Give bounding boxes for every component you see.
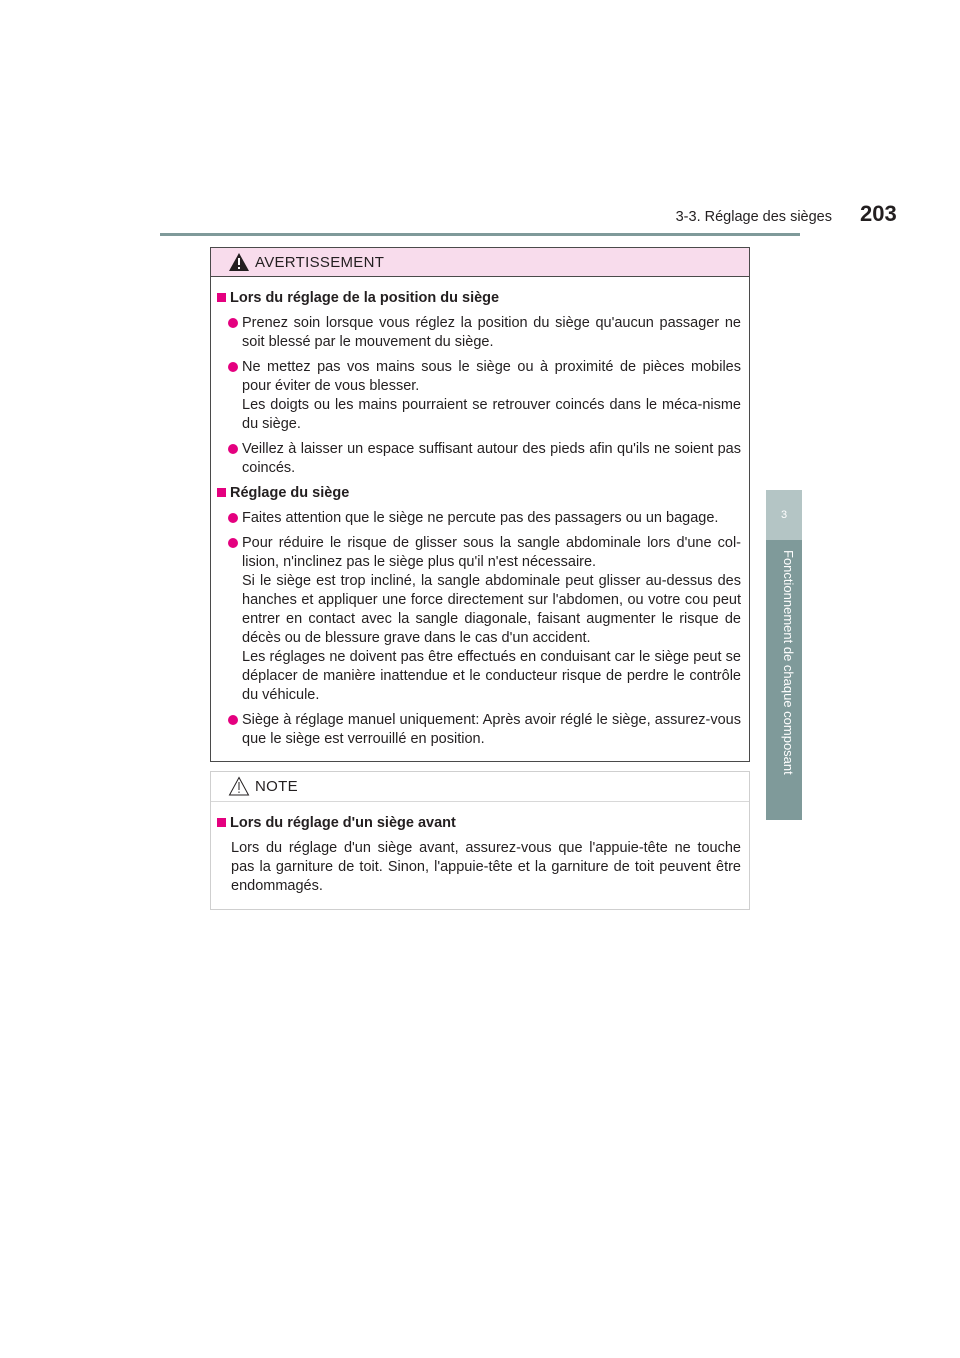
round-bullet-icon bbox=[228, 318, 238, 328]
item-paragraph: Siège à réglage manuel uniquement: Après avoir réglé le siège, assurez-vous que le siège est verrouillé en position. bbox=[242, 712, 741, 747]
round-bullet-icon bbox=[228, 538, 238, 548]
header-rule bbox=[160, 233, 800, 236]
chapter-label: Fonctionnement de chaque composant bbox=[781, 550, 796, 775]
chapter-number: 3 bbox=[766, 490, 802, 540]
item-paragraph: Les doigts ou les mains pourraient se retrouver coincés dans le méca-nisme du siège. bbox=[242, 397, 741, 432]
warning-box bbox=[210, 247, 750, 762]
caution-icon bbox=[228, 776, 250, 796]
square-bullet-icon bbox=[217, 293, 226, 302]
note-heading-text: Lors du réglage d'un siège avant bbox=[230, 815, 456, 831]
warning-item bbox=[217, 440, 741, 478]
note-title: NOTE bbox=[255, 778, 298, 795]
note-header bbox=[211, 772, 749, 802]
note-box bbox=[210, 771, 750, 910]
warning-subheading bbox=[217, 289, 741, 308]
subheading-text: Réglage du siège bbox=[230, 485, 350, 501]
item-paragraph: Faites attention que le siège ne percute pas des passagers ou un bagage. bbox=[242, 510, 719, 526]
note-text: Lors du réglage d'un siège avant, assurez-vous que l'appuie-tête ne touche pas la garniture de toit. Sinon, l'appuie-tête et la garniture de toit peuvent être endommagés. bbox=[231, 840, 741, 894]
warning-item bbox=[217, 314, 741, 352]
warning-subheading bbox=[217, 484, 741, 503]
section-title: 3-3. Réglage des sièges bbox=[675, 209, 832, 225]
item-paragraph: Veillez à laisser un espace suffisant autour des pieds afin qu'ils ne soient pas coincés. bbox=[242, 441, 741, 476]
square-bullet-icon bbox=[217, 818, 226, 827]
square-bullet-icon bbox=[217, 488, 226, 497]
round-bullet-icon bbox=[228, 715, 238, 725]
item-paragraph: Ne mettez pas vos mains sous le siège ou à proximité de pièces mobiles pour éviter de vous blesser. bbox=[242, 359, 741, 394]
round-bullet-icon bbox=[228, 362, 238, 372]
warning-header bbox=[211, 248, 749, 277]
item-paragraph: Si le siège est trop incliné, la sangle abdominale peut glisser au-dessus des hanches et appliquer une force directement sur l'abdomen, ou votre cou peut entrer en contact avec la sangle diagonale, faisant augmenter le risque de décès ou de blessure grave dans le cas d'un accident. bbox=[242, 573, 741, 646]
warning-content bbox=[211, 277, 749, 749]
note-subheading bbox=[217, 814, 741, 833]
warning-icon bbox=[228, 252, 250, 272]
note-content bbox=[211, 802, 749, 896]
item-paragraph: Pour réduire le risque de glisser sous la sangle abdominale lors d'une col-lision, n'inclinez pas le siège plus qu'il n'est nécessaire. bbox=[242, 535, 741, 570]
subheading-text: Lors du réglage de la position du siège bbox=[230, 290, 500, 306]
warning-item bbox=[217, 534, 741, 705]
item-paragraph: Prenez soin lorsque vous réglez la position du siège qu'aucun passager ne soit blessé par le mouvement du siège. bbox=[242, 315, 741, 350]
page-header bbox=[160, 200, 897, 240]
warning-item bbox=[217, 358, 741, 434]
warning-item bbox=[217, 509, 741, 528]
warning-title: AVERTISSEMENT bbox=[255, 254, 385, 271]
page-number: 203 bbox=[860, 201, 897, 226]
warning-item bbox=[217, 711, 741, 749]
chapter-side-tab bbox=[766, 490, 802, 820]
round-bullet-icon bbox=[228, 513, 238, 523]
item-paragraph: Les réglages ne doivent pas être effectués en conduisant car le siège peut se déplacer de manière inattendue et le conducteur risque de perdre le contrôle du véhicule. bbox=[242, 649, 741, 703]
round-bullet-icon bbox=[228, 444, 238, 454]
